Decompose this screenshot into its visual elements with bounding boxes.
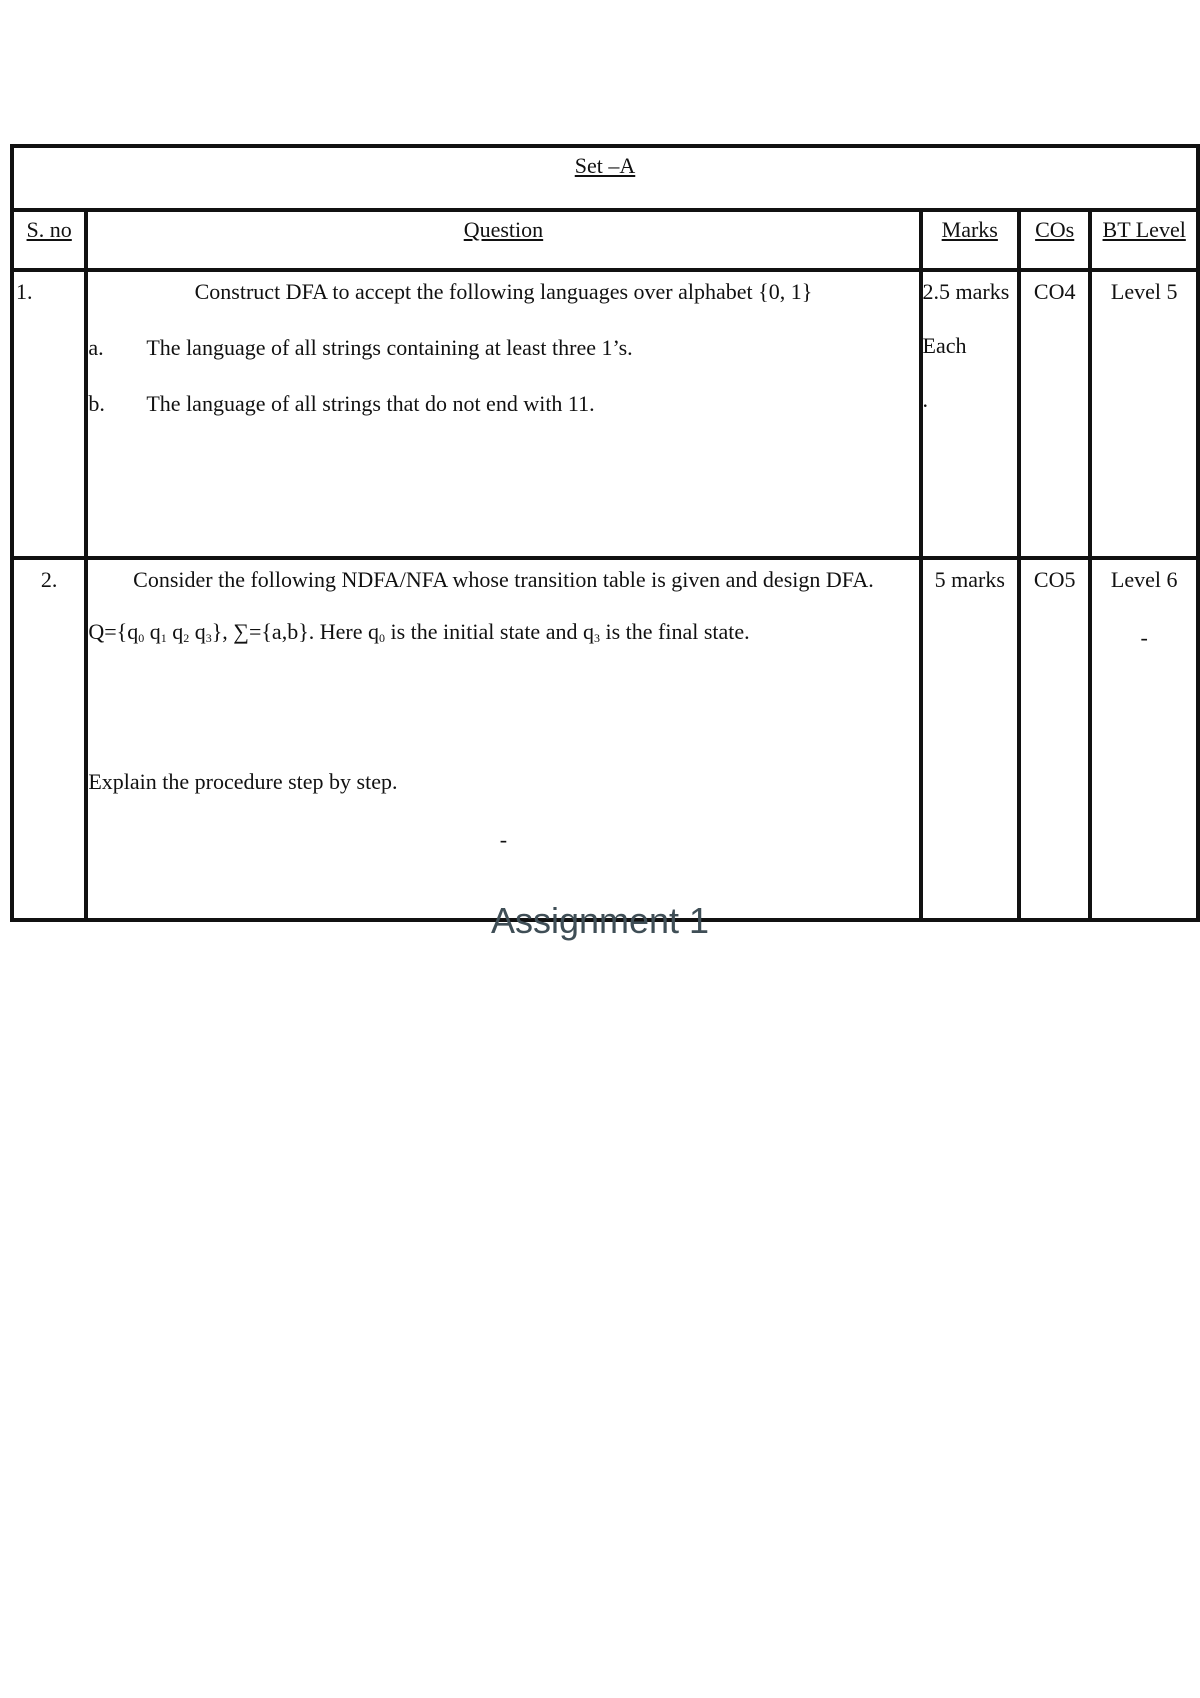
q2-explain: Explain the procedure step by step. xyxy=(88,769,398,794)
q2-state-sep-2: q xyxy=(166,619,184,644)
q1-co: CO4 xyxy=(1019,270,1090,558)
set-title-cell xyxy=(12,146,1198,210)
q2-sno: 2. xyxy=(12,558,86,920)
q1-part-a-text: The language of all strings containing at least three 1’s. xyxy=(146,335,633,360)
question-row-2 xyxy=(12,558,1198,920)
q2-sub-2: 2 xyxy=(183,631,190,645)
q1-marks-extra: . xyxy=(922,387,929,412)
header-cos xyxy=(1019,210,1090,270)
assignment-sheet xyxy=(10,144,1200,922)
q2-bt-dash: - xyxy=(1140,625,1148,650)
q2-state-close: }, xyxy=(211,619,234,644)
header-question xyxy=(86,210,920,270)
header-bt xyxy=(1090,210,1198,270)
q2-bt: Level 6 xyxy=(1110,567,1178,592)
q1-question-cell xyxy=(86,270,920,558)
q2-marks: 5 marks xyxy=(921,558,1019,920)
q1-part-b-label: b. xyxy=(88,391,105,416)
q2-co: CO5 xyxy=(1019,558,1090,920)
header-cos-label: COs xyxy=(1035,217,1075,242)
header-sno-label: S. no xyxy=(26,217,72,242)
q2-title: Consider the following NDFA/NFA whose transition table is given and design DFA. xyxy=(133,567,874,592)
q2-state-line xyxy=(88,618,918,652)
q2-sub-1: 1 xyxy=(160,631,167,645)
q2-end-text: is the final state. xyxy=(599,619,750,644)
q2-state-sep-1: q xyxy=(144,619,161,644)
q2-state-sep-3: q xyxy=(189,619,206,644)
q1-bt: Level 5 xyxy=(1090,270,1198,558)
question-row-1 xyxy=(12,270,1198,558)
q1-sno: 1. xyxy=(12,270,86,558)
q2-sub-3: 3 xyxy=(205,631,212,645)
q2-initial-sub: 0 xyxy=(379,631,385,645)
header-sno xyxy=(12,210,86,270)
header-marks xyxy=(921,210,1019,270)
q2-question-cell xyxy=(86,558,920,920)
q1-part-a xyxy=(88,334,918,362)
q2-sub-0: 0 xyxy=(138,631,145,645)
q2-state-prefix: Q={q xyxy=(88,619,139,644)
q1-marks-each: Each xyxy=(922,333,967,358)
header-question-label: Question xyxy=(463,217,544,242)
q2-bt-cell xyxy=(1090,558,1198,920)
q2-final-sub: 3 xyxy=(593,631,600,645)
q1-marks: 2.5 marks xyxy=(922,279,1010,304)
header-bt-label: BT Level xyxy=(1102,217,1186,242)
q1-title: Construct DFA to accept the following languages over alphabet {0, 1} xyxy=(194,279,813,304)
question-table xyxy=(10,144,1200,922)
assignment-title: Assignment 1 xyxy=(490,900,710,941)
header-row xyxy=(12,210,1198,270)
q1-part-a-label: a. xyxy=(88,335,104,360)
q1-marks-cell xyxy=(921,270,1019,558)
header-marks-label: Marks xyxy=(941,217,998,242)
q1-part-b-text: The language of all strings that do not end with 11. xyxy=(146,391,595,416)
q1-part-b xyxy=(88,390,918,418)
q2-dash: - xyxy=(499,827,508,852)
set-title: Set –A xyxy=(574,153,636,178)
q2-mid-text: is the initial state and q xyxy=(385,619,594,644)
q2-sigma-text: ∑={a,b}. Here q xyxy=(233,619,379,644)
